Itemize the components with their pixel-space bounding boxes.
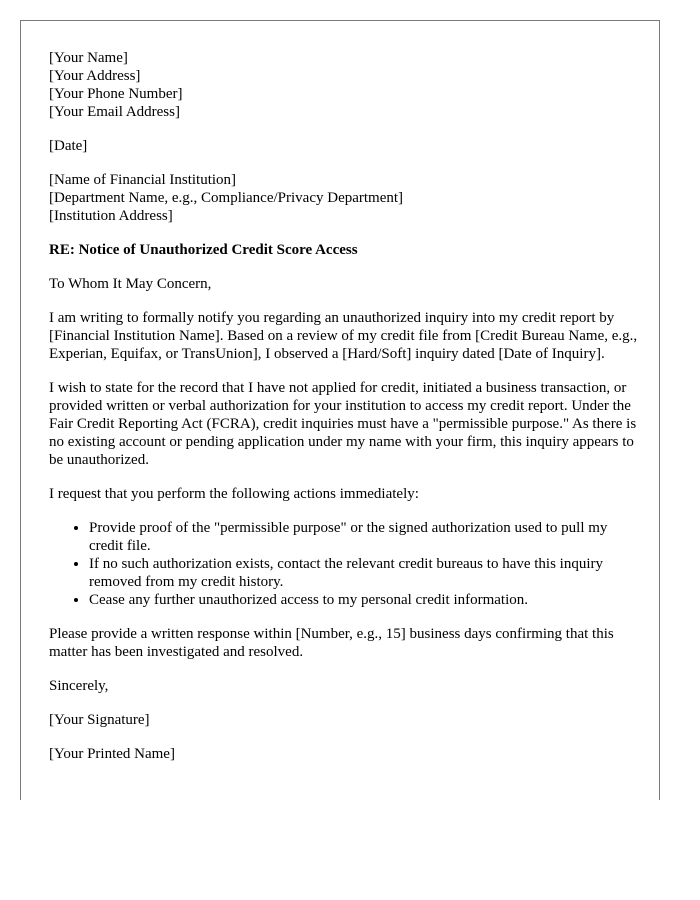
body-paragraph-2: I wish to state for the record that I have not applied for credit, initiated a business transaction, or provided written or verbal authorization for your institution to access my credit report. Under the Fair Credit Reporting Act (FCRA), credit inquiries must have a "permissible purpose." As there is no existing account or pending application under my name with your firm, this inquiry appears to be unauthorized. xyxy=(49,380,637,468)
letter-content xyxy=(49,49,639,763)
recipient-department: [Department Name, e.g., Compliance/Privacy Department] xyxy=(49,190,404,206)
sender-address: [Your Address] xyxy=(49,68,141,84)
letter-date: [Date] xyxy=(49,138,88,154)
printed-name: [Your Printed Name] xyxy=(49,746,175,762)
action-item: • Provide proof of the "permissible purpose" or the signed authorization used to pull my credit file. xyxy=(89,519,639,555)
salutation: To Whom It May Concern, xyxy=(49,276,212,292)
subject-line: RE: Notice of Unauthorized Credit Score Access xyxy=(49,242,358,258)
action-item: • If no such authorization exists, contact the relevant credit bureaus to have this inquiry removed from my credit history. xyxy=(89,555,639,591)
signature: [Your Signature] xyxy=(49,712,150,728)
recipient-address: [Institution Address] xyxy=(49,208,173,224)
recipient-block xyxy=(49,171,639,225)
closing-paragraph: Please provide a written response within [Number, e.g., 15] business days confirming that this matter has been investigated and resolved. xyxy=(49,626,614,660)
action-item: • Cease any further unauthorized access to my personal credit information. xyxy=(89,591,639,609)
sender-phone: [Your Phone Number] xyxy=(49,86,183,102)
action-list xyxy=(49,519,639,609)
body-paragraph-3: I request that you perform the following actions immediately: xyxy=(49,486,419,502)
sign-off: Sincerely, xyxy=(49,678,109,694)
sender-email: [Your Email Address] xyxy=(49,104,180,120)
recipient-institution: [Name of Financial Institution] xyxy=(49,172,237,188)
letter-page xyxy=(20,20,660,800)
body-paragraph-1: I am writing to formally notify you regarding an unauthorized inquiry into my credit report by [Financial Institution Name]. Based on a review of my credit file from [Credit Bureau Name, e.g., Experian, Equifax, or TransUnion], I observed a [Hard/Soft] inquiry dated [Date of Inquiry]. xyxy=(49,310,638,362)
sender-name: [Your Name] xyxy=(49,50,128,66)
sender-block xyxy=(49,49,639,121)
